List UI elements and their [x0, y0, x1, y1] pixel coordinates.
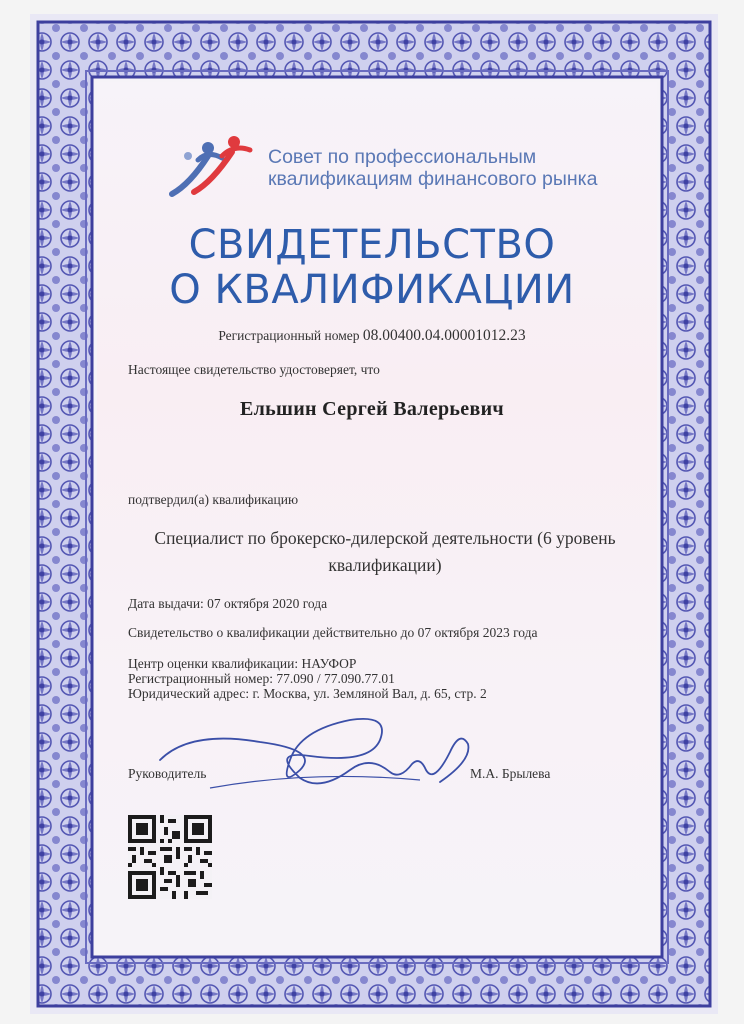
issue-date: Дата выдачи: 07 октября 2020 года — [128, 596, 328, 611]
signature-name: М.А. Брылева — [470, 766, 551, 781]
council-name-line1: Совет по профессиональным — [268, 146, 537, 168]
valid-until: Свидетельство о квалификации действительно до 07 октября 2023 года — [128, 625, 538, 640]
council-name — [268, 146, 597, 190]
qualification — [120, 525, 650, 579]
holder-name: Ельшин Сергей Валерьевич — [240, 398, 504, 420]
center-name: Центр оценки квалификации: НАУФОР — [128, 656, 357, 671]
signature-icon — [150, 700, 490, 800]
center-address: Юридический адрес: г. Москва, ул. Земляной Вал, д. 65, стр. 2 — [128, 686, 487, 701]
center-reg-number: Регистрационный номер: 77.090 / 77.090.77.01 — [128, 671, 395, 686]
confirmed-text: подтвердил(а) квалификацию — [128, 492, 299, 507]
title-line1: СВИДЕТЕЛЬСТВО — [188, 222, 556, 268]
qr-code-icon[interactable] — [128, 815, 212, 899]
qualification-line2: квалификации) — [328, 555, 442, 575]
signature-role: Руководитель — [128, 766, 207, 781]
council-logo-icon — [168, 128, 264, 200]
registration-label: Регистрационный номер — [218, 328, 360, 343]
council-name-line2: квалификациям финансового рынка — [268, 168, 598, 190]
registration-number: 08.00400.04.00001012.23 — [362, 327, 526, 344]
assessment-center — [128, 656, 487, 701]
registration-line — [0, 327, 744, 345]
certifies-text: Настоящее свидетельство удостоверяет, что — [128, 362, 380, 377]
title-line2: О КВАЛИФИКАЦИИ — [169, 267, 575, 313]
qualification-line1: Специалист по брокерско-дилерской деятельности (6 уровень — [154, 528, 616, 548]
